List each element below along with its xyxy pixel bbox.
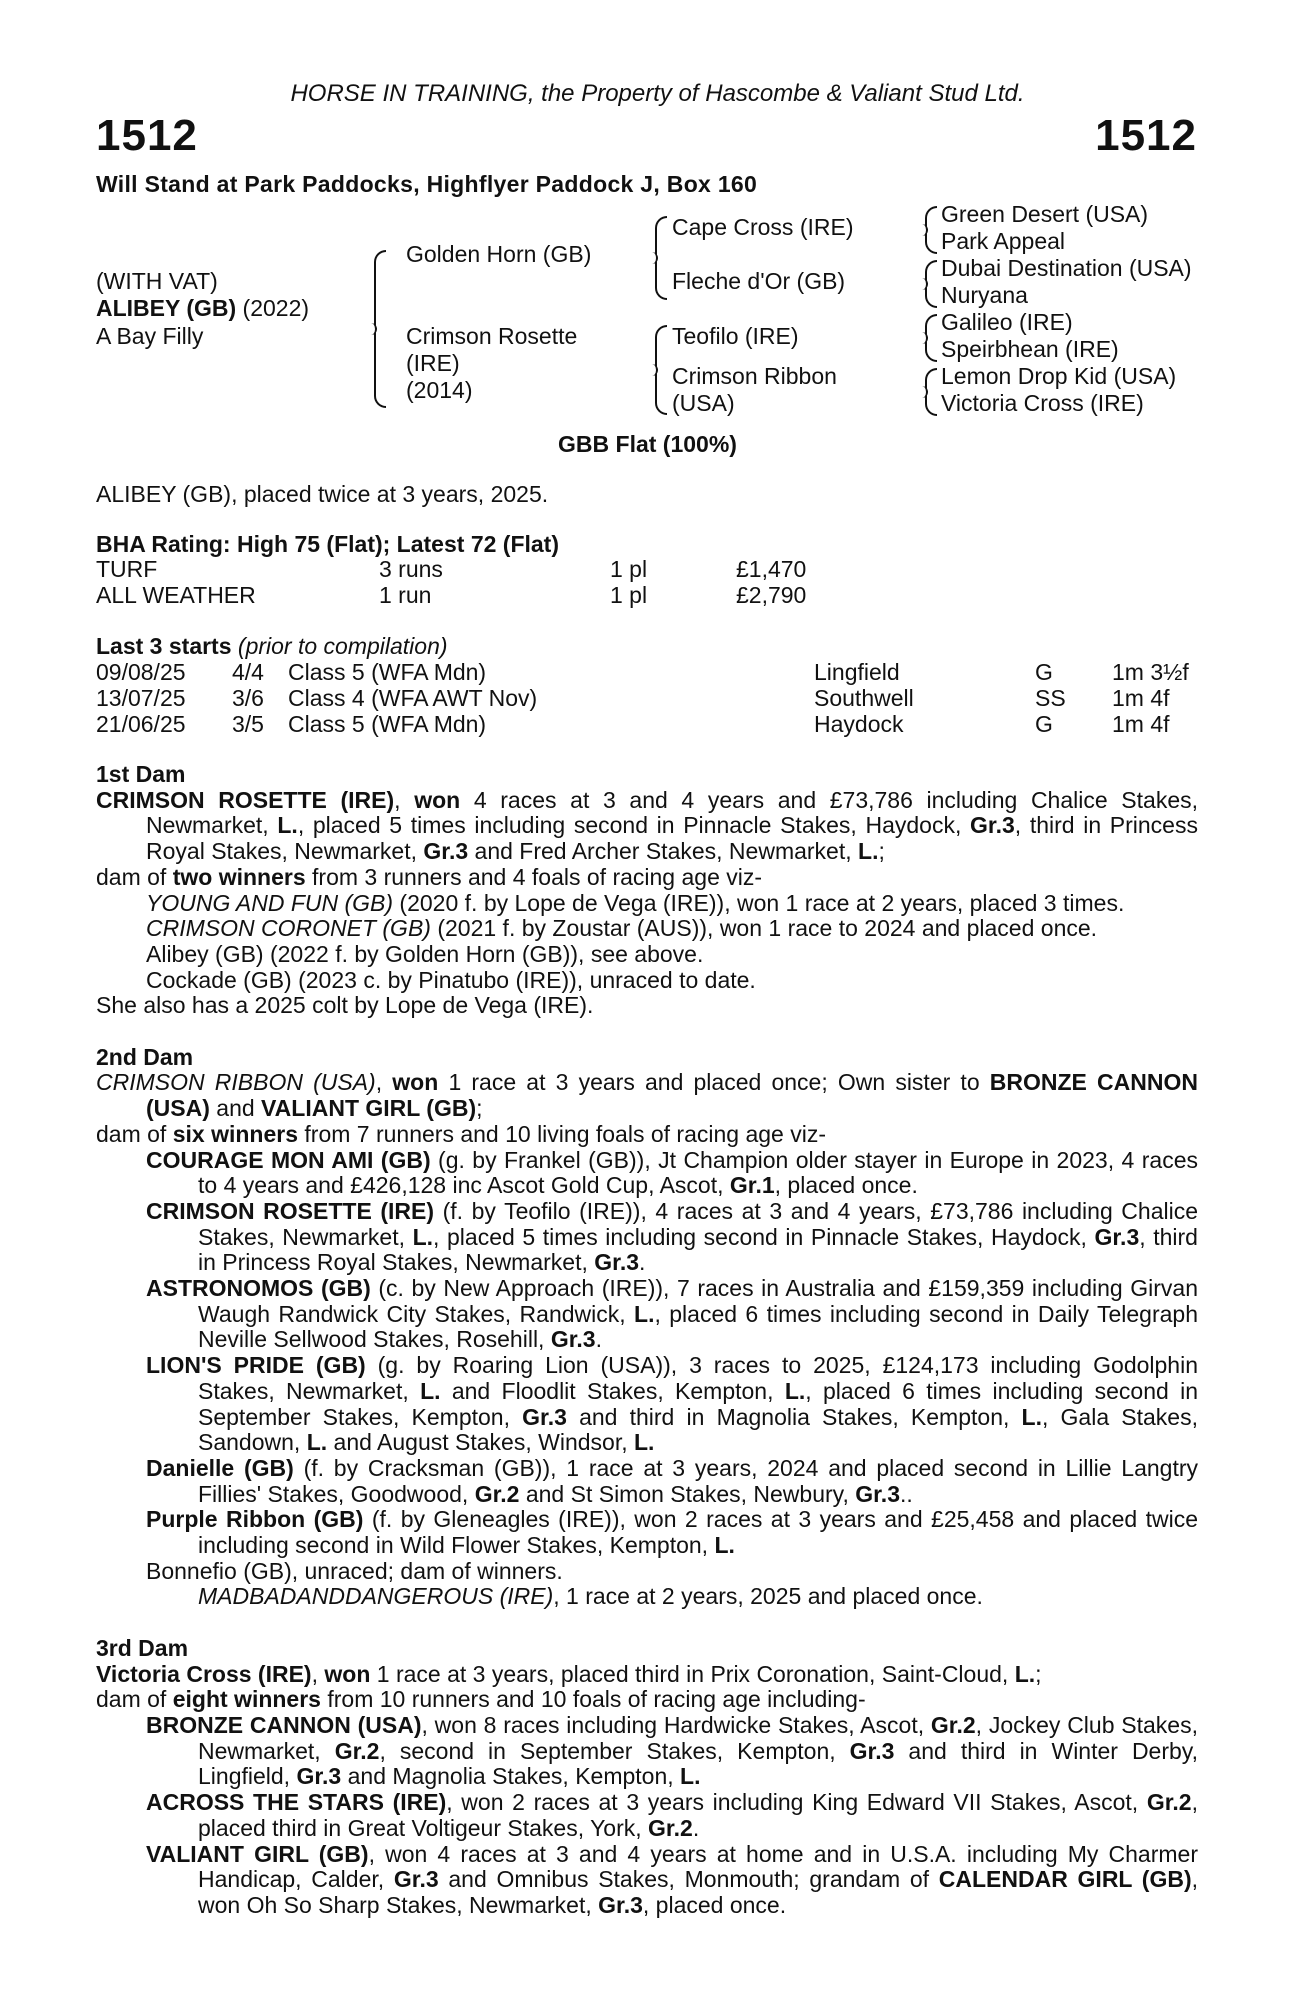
- bha-rating: BHA Rating: High 75 (Flat); Latest 72 (Flat): [96, 531, 559, 557]
- brace-g3-4: [925, 368, 937, 416]
- record-surface: ALL WEATHER: [96, 582, 256, 608]
- start-going: G: [1035, 659, 1053, 685]
- start-course: Southwell: [814, 685, 914, 711]
- start-course: Haydock: [814, 711, 904, 737]
- bold-text: won: [324, 1660, 371, 1687]
- text: , placed 6 times including second in Daily Telegraph Neville Sellwood Stakes, Rosehill,: [198, 1300, 1198, 1353]
- pedigree-paragraph: [96, 1070, 1198, 1121]
- pedigree-paragraph: [96, 1584, 1198, 1610]
- bold-text: ACROSS THE STARS (IRE): [146, 1789, 447, 1816]
- text: and Fred Archer Stakes, Newmarket,: [468, 838, 859, 865]
- sire: Golden Horn (GB): [406, 241, 592, 267]
- text: , won 2 races at 3 years including King Edward VII Stakes, Ascot,: [446, 1789, 1147, 1816]
- gen3-ancestor: Speirbhean (IRE): [941, 336, 1119, 362]
- brace-dam: [655, 325, 667, 415]
- dam-section: [96, 1045, 1198, 1610]
- record-runs: 3 runs: [379, 556, 443, 582]
- bold-text: L.: [634, 1429, 655, 1456]
- pedigree-paragraph: [96, 1122, 1198, 1148]
- text: , placed once.: [774, 1172, 918, 1199]
- pedigree-paragraph: [96, 1842, 1198, 1919]
- text: .: [639, 1249, 646, 1276]
- text: ..: [900, 1480, 913, 1507]
- gen3-ancestor: Victoria Cross (IRE): [941, 390, 1144, 416]
- pedigree-paragraph: [96, 891, 1198, 917]
- text: She also has a 2025 colt by Lope de Vega (IRE).: [96, 992, 594, 1019]
- dam-line3: (2014): [406, 377, 473, 403]
- start-going: G: [1035, 711, 1053, 737]
- text: (2020 f. by Lope de Vega (IRE)), won 1 race at 2 years, placed 3 times.: [393, 889, 1125, 916]
- brace-g3-2: [925, 260, 937, 308]
- bold-text: L.: [858, 838, 879, 865]
- text: from 10 runners and 10 foals of racing age including-: [320, 1686, 866, 1713]
- record-earnings: £1,470: [736, 556, 807, 582]
- text: , won 8 races including Hardwicke Stakes, Ascot,: [421, 1711, 931, 1738]
- text: , 1 race at 2 years, 2025 and placed once.: [553, 1583, 983, 1610]
- text: 1 race at 3 years and placed once; Own sister to: [438, 1069, 990, 1096]
- horse-year: (2022): [242, 295, 310, 321]
- pedigree-paragraph: [96, 1199, 1198, 1276]
- gen3-ancestor: Park Appeal: [941, 228, 1066, 254]
- text: , placed 5 times including second in Pinnacle Stakes, Haydock,: [433, 1223, 1095, 1250]
- dam-section: [96, 762, 1198, 1019]
- bold-text: L.: [306, 1429, 328, 1456]
- bold-text: Purple Ribbon (GB): [146, 1506, 364, 1533]
- text: and: [209, 1095, 262, 1122]
- bold-text: two winners: [172, 863, 306, 890]
- text: .: [595, 1326, 602, 1353]
- bold-text: VALIANT GIRL (GB): [261, 1095, 477, 1122]
- pedigree-paragraph: [96, 1790, 1198, 1841]
- text: (f. by Cracksman (GB)), 1 race at 3 years, 2024 and placed second in Lillie Langtry Fillies' Stakes, Goodwood,: [198, 1454, 1198, 1507]
- bold-text: Victoria Cross (IRE): [96, 1660, 312, 1687]
- text: (g. by Frankel (GB)), Jt Champion older stayer in Europe in 2023, 4 races to 4 years and £426,128 inc Ascot Gold Cup, Ascot,: [198, 1146, 1198, 1199]
- start-pos: 3/5: [232, 711, 264, 737]
- vat-note: (WITH VAT): [96, 268, 218, 294]
- pedigree-paragraph: [96, 1353, 1198, 1456]
- text: 1 race at 3 years, placed third in Prix Coronation, Saint-Cloud,: [370, 1660, 1015, 1687]
- bold-text: L.: [1014, 1660, 1036, 1687]
- dam-section-title: 2nd Dam: [96, 1043, 194, 1070]
- bold-text: Gr.3: [1094, 1223, 1140, 1250]
- start-pos: 3/6: [232, 685, 264, 711]
- text: and Floodlit Stakes, Kempton,: [440, 1377, 785, 1404]
- gen3-ancestor: Dubai Destination (USA): [941, 255, 1192, 281]
- start-race: Class 5 (WFA Mdn): [288, 659, 487, 685]
- dam-sections: [96, 762, 1198, 1944]
- bold-text: CRIMSON ROSETTE (IRE): [146, 1197, 435, 1224]
- horse-name-line: [96, 297, 309, 320]
- lot-number-left: 1512: [96, 111, 198, 160]
- last-starts-note: (prior to compilation): [237, 633, 448, 659]
- text: Cockade (GB) (2023 c. by Pinatubo (IRE)), unraced to date.: [146, 966, 756, 993]
- italic-text: YOUNG AND FUN (GB): [146, 889, 394, 916]
- catalogue-header: HORSE IN TRAINING, the Property of Hascombe & Valiant Stud Ltd.: [290, 80, 1025, 107]
- start-race: Class 4 (WFA AWT Nov): [288, 685, 538, 711]
- sire-sire: Cape Cross (IRE): [672, 214, 854, 240]
- bold-text: Gr.2: [474, 1480, 520, 1507]
- bold-text: ASTRONOMOS (GB): [146, 1275, 371, 1302]
- record-placed: 1 pl: [610, 556, 648, 582]
- pedigree-paragraph: [96, 1559, 1198, 1585]
- text: ;: [1035, 1660, 1042, 1687]
- brace-g3-3: [925, 314, 937, 362]
- bold-text: Gr.2: [648, 1814, 693, 1841]
- text: , won 4 races at 3 and 4 years at home and in U.S.A. including My Charmer Handicap, Calder,: [198, 1840, 1198, 1893]
- bold-text: L.: [1021, 1403, 1042, 1430]
- gen3-ancestor: Lemon Drop Kid (USA): [941, 363, 1177, 389]
- text: , won Oh So Sharp Stakes, Newmarket,: [198, 1866, 1198, 1918]
- text: ;: [878, 838, 885, 865]
- text: .: [692, 1814, 700, 1841]
- text: from 7 runners and 10 living foals of racing age viz-: [298, 1120, 826, 1147]
- dam-line2: (IRE): [406, 350, 460, 376]
- bold-text: eight winners: [172, 1686, 321, 1713]
- last-starts-title: Last 3 starts: [96, 633, 232, 659]
- brace-g3-1: [925, 206, 937, 254]
- text: dam of: [96, 863, 173, 890]
- bold-text: LION'S PRIDE (GB): [146, 1352, 366, 1379]
- text: (2021 f. by Zoustar (AUS)), won 1 race to 2024 and placed once.: [430, 915, 1098, 942]
- gen3-ancestor: Galileo (IRE): [941, 309, 1073, 335]
- text: 4 races at 3 and 4 years and £73,786 including Chalice Stakes, Newmarket,: [146, 786, 1198, 839]
- gen3-ancestor: Green Desert (USA): [941, 201, 1149, 227]
- start-date: 09/08/25: [96, 659, 186, 685]
- bold-text: Gr.1: [729, 1172, 775, 1199]
- pedigree-paragraph: [96, 1662, 1198, 1688]
- text: , Gala Stakes, Sandown,: [198, 1403, 1198, 1456]
- bold-text: Gr.3: [594, 1249, 640, 1276]
- gen3-ancestor: Nuryana: [941, 282, 1028, 308]
- bold-text: Gr.3: [970, 812, 1015, 839]
- record-runs: 1 run: [379, 582, 432, 608]
- dam-dam-line1: Crimson Ribbon: [672, 363, 837, 389]
- bold-text: Danielle (GB): [146, 1454, 294, 1481]
- pedigree-paragraph: [96, 968, 1198, 994]
- pedigree-paragraph: [96, 1507, 1198, 1558]
- record-surface: TURF: [96, 556, 158, 582]
- text: , placed 6 times including second in September Stakes, Kempton,: [198, 1377, 1199, 1430]
- brace-sire: [655, 216, 667, 300]
- bold-text: Gr.3: [296, 1763, 342, 1790]
- bold-text: L.: [634, 1300, 655, 1327]
- bold-text: Gr.3: [849, 1737, 895, 1764]
- dam-section-title: 1st Dam: [96, 761, 186, 787]
- text: and August Stakes, Windsor,: [327, 1429, 634, 1456]
- bold-text: Gr.3: [423, 838, 469, 865]
- race-summary: ALIBEY (GB), placed twice at 3 years, 2025.: [96, 481, 549, 507]
- pedigree-paragraph: [96, 993, 1198, 1019]
- text: Alibey (GB) (2022 f. by Golden Horn (GB)), see above.: [146, 940, 704, 967]
- text: Bonnefio (GB), unraced; dam of winners.: [146, 1557, 563, 1584]
- bold-text: won: [392, 1069, 439, 1096]
- start-pos: 4/4: [232, 659, 264, 685]
- italic-text: CRIMSON RIBBON (USA): [96, 1069, 376, 1096]
- start-dist: 1m 4f: [1112, 711, 1170, 737]
- record-earnings: £2,790: [736, 582, 807, 608]
- stand-location: Will Stand at Park Paddocks, Highflyer Paddock J, Box 160: [96, 171, 758, 197]
- bold-text: Gr.2: [1146, 1789, 1192, 1816]
- horse-description: A Bay Filly: [96, 323, 204, 349]
- text: and third in Winter Derby, Lingfield,: [198, 1737, 1198, 1790]
- horse-name: ALIBEY (GB): [96, 295, 237, 321]
- pedigree-paragraph: [96, 942, 1198, 968]
- text: (f. by Teofilo (IRE)), 4 races at 3 and 4 years, £73,786 including Chalice Stakes, Newmarket,: [198, 1197, 1199, 1250]
- text: and third in Magnolia Stakes, Kempton,: [566, 1403, 1022, 1430]
- bold-text: six winners: [172, 1120, 298, 1147]
- bold-text: BRONZE CANNON (USA): [146, 1069, 1198, 1122]
- record-placed: 1 pl: [610, 582, 648, 608]
- bold-text: Gr.3: [550, 1326, 596, 1353]
- start-dist: 1m 4f: [1112, 685, 1170, 711]
- bold-text: Gr.2: [930, 1711, 976, 1738]
- bold-text: won: [414, 786, 461, 813]
- pedigree-paragraph: [96, 788, 1198, 865]
- text: dam of: [96, 1120, 173, 1147]
- italic-text: MADBADANDDANGEROUS (IRE): [198, 1583, 554, 1610]
- pedigree-paragraph: [96, 1456, 1198, 1507]
- text: dam of: [96, 1686, 173, 1713]
- bold-text: Gr.3: [393, 1866, 439, 1893]
- bold-text: VALIANT GIRL (GB): [146, 1840, 369, 1867]
- bold-text: L.: [277, 812, 298, 839]
- bold-text: L.: [714, 1532, 735, 1559]
- text: and Magnolia Stakes, Kempton,: [341, 1763, 681, 1790]
- dam-section: [96, 1636, 1198, 1919]
- pedigree-paragraph: [96, 1713, 1198, 1790]
- text: ;: [476, 1095, 483, 1122]
- bold-text: BRONZE CANNON (USA): [146, 1711, 422, 1738]
- italic-text: CRIMSON CORONET (GB): [146, 915, 431, 942]
- lot-number-right: 1512: [1095, 111, 1197, 160]
- dam-dam-line2: (USA): [672, 390, 735, 416]
- text: (c. by New Approach (IRE)), 7 races in Australia and £159,359 including Girvan Waugh Randwick City Stakes, Randwick,: [198, 1275, 1198, 1327]
- text: , Jockey Club Stakes, Newmarket,: [198, 1711, 1198, 1764]
- dam-line1: Crimson Rosette: [406, 323, 578, 349]
- text: , third in Princess Royal Stakes, Newmarket,: [146, 812, 1198, 865]
- text: , placed 5 times including second in Pinnacle Stakes, Haydock,: [297, 812, 970, 839]
- pedigree-paragraph: [96, 865, 1198, 891]
- bold-text: Gr.3: [598, 1891, 643, 1918]
- start-course: Lingfield: [814, 659, 900, 685]
- bold-text: CRIMSON ROSETTE (IRE): [96, 786, 395, 813]
- bold-text: L.: [784, 1377, 806, 1404]
- text: ,: [394, 786, 415, 813]
- bold-text: L.: [420, 1377, 441, 1404]
- pedigree-paragraph: [96, 1687, 1198, 1713]
- bold-text: COURAGE MON AMI (GB): [146, 1146, 431, 1173]
- text: ,: [311, 1660, 325, 1687]
- start-race: Class 5 (WFA Mdn): [288, 711, 487, 737]
- brace-gen1: [374, 250, 386, 408]
- text: and Omnibus Stakes, Monmouth; grandam of: [438, 1866, 939, 1893]
- pedigree-paragraph: [96, 1276, 1198, 1353]
- text: , placed once.: [642, 1891, 787, 1918]
- pedigree-paragraph: [96, 1148, 1198, 1199]
- text: and St Simon Stakes, Newbury,: [519, 1480, 856, 1507]
- text: (f. by Gleneagles (IRE)), won 2 races at 3 years and £25,458 and placed twice including second in Wild Flower Stakes, Kempton,: [198, 1506, 1198, 1559]
- bold-text: CALENDAR GIRL (GB): [938, 1866, 1192, 1893]
- start-going: SS: [1035, 685, 1066, 711]
- text: , third in Princess Royal Stakes, Newmarket,: [198, 1223, 1198, 1276]
- bold-text: Gr.2: [334, 1737, 380, 1764]
- last-starts-heading: [96, 635, 448, 658]
- text: from 3 runners and 4 foals of racing age viz-: [305, 863, 763, 890]
- bold-text: L.: [680, 1763, 701, 1790]
- dam-section-title: 3rd Dam: [96, 1634, 189, 1661]
- start-date: 21/06/25: [96, 711, 186, 737]
- text: ,: [375, 1069, 393, 1096]
- text: (g. by Roaring Lion (USA)), 3 races to 2025, £124,173 including Godolphin Stakes, Newmarket,: [198, 1352, 1198, 1404]
- sire-dam: Fleche d'Or (GB): [672, 268, 846, 294]
- start-date: 13/07/25: [96, 685, 186, 711]
- bold-text: Gr.3: [855, 1480, 900, 1507]
- pedigree-paragraph: [96, 916, 1198, 942]
- bold-text: Gr.3: [522, 1403, 567, 1430]
- dam-sire: Teofilo (IRE): [672, 323, 799, 349]
- text: , second in September Stakes, Kempton,: [379, 1737, 850, 1764]
- start-dist: 1m 3½f: [1112, 659, 1189, 685]
- text: , placed third in Great Voltigeur Stakes, York,: [198, 1789, 1198, 1841]
- gbb-status: GBB Flat (100%): [558, 431, 737, 457]
- bold-text: L.: [412, 1223, 434, 1250]
